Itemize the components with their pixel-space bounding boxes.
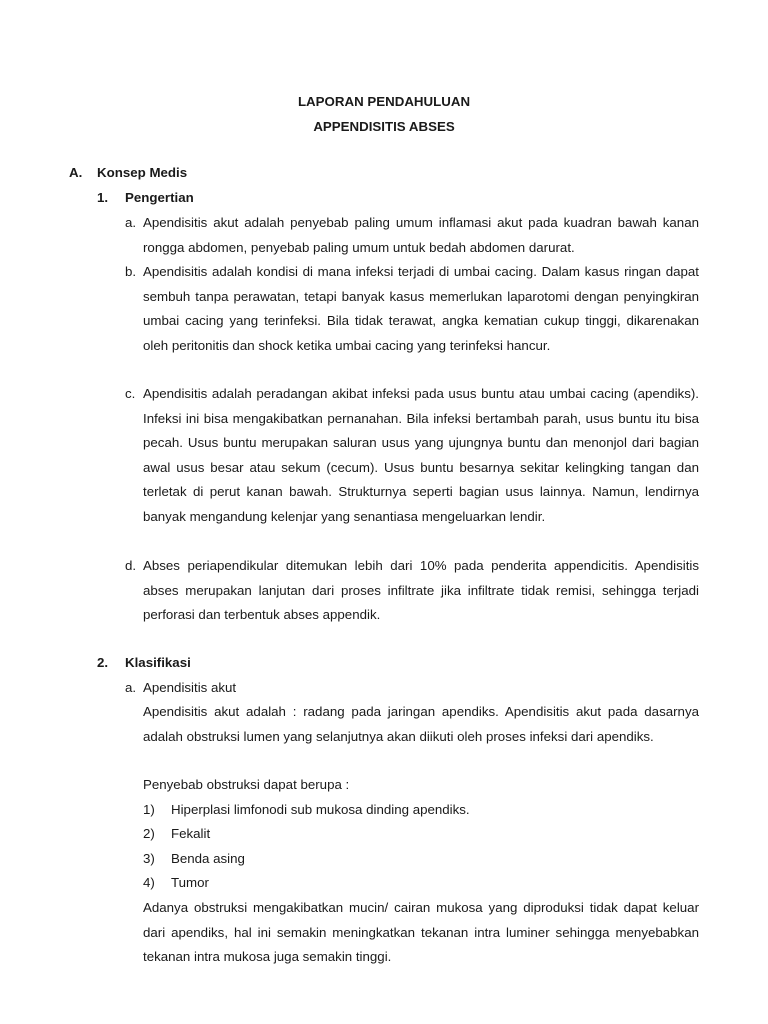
closing-paragraph: Adanya obstruksi mengakibatkan mucin/ cairan mukosa yang diproduksi tidak dapat keluar dari apendiks, hal ini semakin meningkatkan tekanan intra luminer sehingga menyebabkan tekanan intra mukosa juga semakin tinggi. [143, 900, 699, 964]
subsection-1-number: 1. [97, 190, 109, 205]
list-item-text: Abses periapendikular ditemukan lebih dari 10% pada penderita appendicitis. Apendisitis abses merupakan lanjutan dari proses infiltrate jika infiltrate tidak remisi, sehingga terjadi perforasi dan terbentuk abses appendik. [143, 558, 699, 622]
list-item-marker: c. [125, 386, 136, 401]
list-item-label: Apendisitis akut [143, 680, 237, 695]
definition-paragraph: Apendisitis akut adalah : radang pada jaringan apendiks. Apendisitis akut pada dasarnya adalah obstruksi lumen yang selanjutnya akan diikuti oleh proses infeksi dari apendiks. [143, 704, 699, 744]
list-item-marker: a. [125, 215, 137, 230]
cause-number: 1) [143, 802, 155, 817]
list-item-marker: b. [125, 264, 137, 279]
list-item-text: Apendisitis adalah peradangan akibat infeksi pada usus buntu atau umbai cacing (apendiks). Infeksi ini bisa mengakibatkan pernanahan. Bila infeksi bertambah parah, usus buntu itu bisa pecah. Usus buntu merupakan saluran usus yang ujungnya buntu dan menonjol dari bagian awal usus besar atau sekum (cecum). Usus buntu besarnya sekitar kelingking tangan dan terletak di perut kanan bawah. Strukturnya seperti bagian usus lainnya. Namun, lendirnya banyak mengandung kelenjar yang senantiasa mengeluarkan lendir. [143, 386, 699, 524]
subsection-2-heading: Klasifikasi [125, 655, 191, 670]
subsection-1-heading: Pengertian [125, 190, 194, 205]
list-item-marker: d. [125, 558, 137, 573]
cause-text: Tumor [171, 875, 209, 890]
cause-number: 2) [143, 826, 155, 841]
cause-text: Fekalit [171, 826, 211, 841]
causes-intro: Penyebab obstruksi dapat berupa : [143, 777, 350, 792]
section-a-heading: Konsep Medis [97, 165, 188, 180]
list-item-text: Apendisitis adalah kondisi di mana infeksi terjadi di umbai cacing. Dalam kasus ringan dapat sembuh tanpa perawatan, tetapi banyak kasus memerlukan laparotomi dengan penyingkiran umbai cacing yang terinfeksi. Bila tidak terawat, angka kematian cukup tinggi, dikarenakan oleh peritonitis dan shock ketika umbai cacing yang terinfeksi hancur. [143, 264, 699, 353]
cause-number: 3) [143, 851, 155, 866]
cause-number: 4) [143, 875, 155, 890]
cause-text: Hiperplasi limfonodi sub mukosa dinding apendiks. [171, 802, 470, 817]
list-item-marker: a. [125, 680, 137, 695]
document-title-line1: LAPORAN PENDAHULUAN [297, 94, 471, 109]
section-a-marker: A. [69, 165, 83, 180]
document-title-line2: APPENDISITIS ABSES [313, 119, 455, 134]
subsection-2-number: 2. [97, 655, 109, 670]
list-item-text: Apendisitis akut adalah penyebab paling umum inflamasi akut pada kuadran bawah kanan rongga abdomen, penyebab paling umum untuk bedah abdomen darurat. [143, 215, 699, 255]
cause-text: Benda asing [171, 851, 245, 866]
